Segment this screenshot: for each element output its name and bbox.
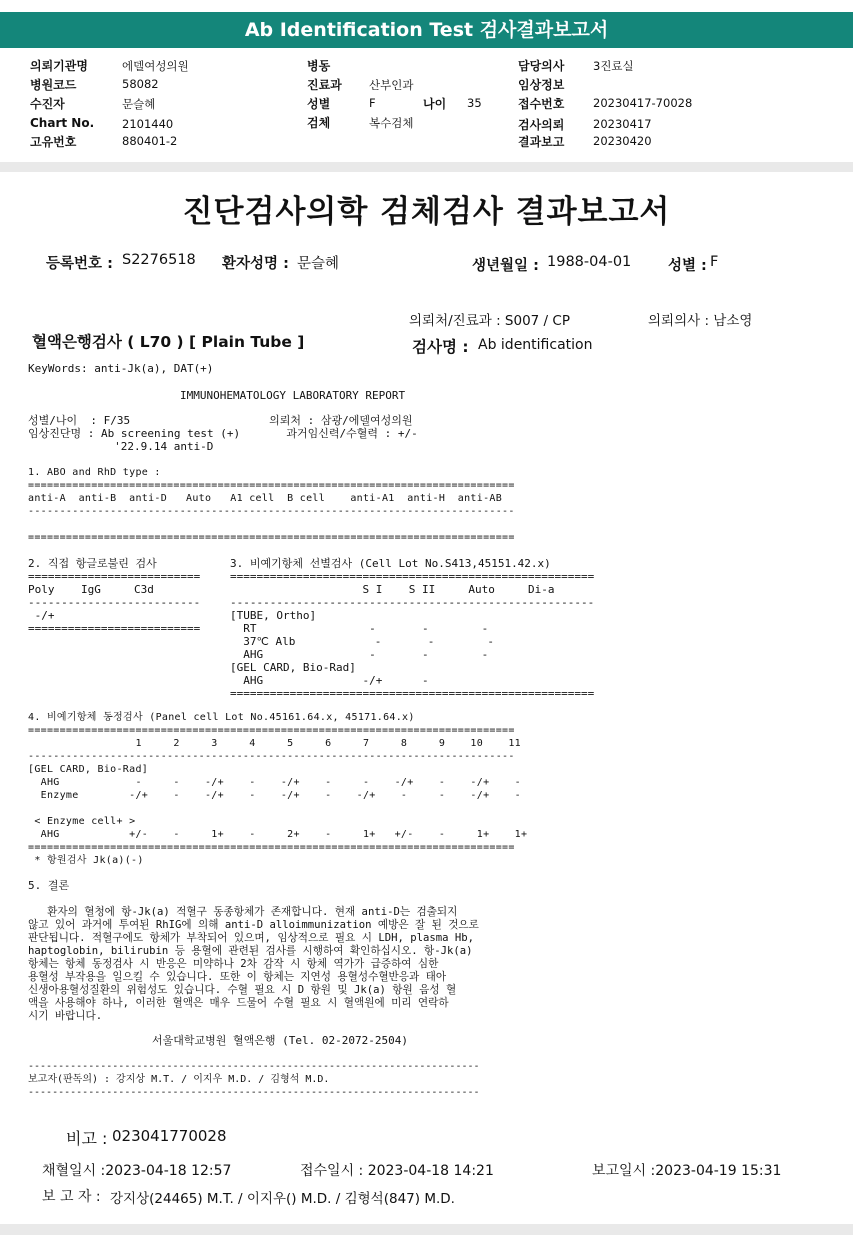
header-value: 2101440 (122, 117, 174, 131)
footer-reporter-value: 강지상(24465) M.T. / 이지우() M.D. / 김형석(847) M.D. (110, 1191, 455, 1207)
report-datetime: 보고일시 :2023-04-19 15:31 (592, 1163, 782, 1179)
antibody-screen-section: 3. 비예기항체 선별검사 (Cell Lot No.S413,45151.42.x) ======================================================= S I S II Auto Di-a ------------------------------------------------------- [TUBE, Ortho] RT - - - 37℃ Alb - - - AHG - - - [GEL CARD, Bio-Rad] AHG -/+ - ======================================================= (230, 557, 595, 700)
header-label: 수진자 (30, 97, 65, 111)
header-label: 성별 (307, 97, 331, 111)
footer-reporter-label: 보 고 자 : (42, 1189, 101, 1205)
note-label: 비고 : (66, 1129, 108, 1148)
header-value: 산부인과 (369, 78, 414, 92)
header-label: 접수번호 (518, 97, 565, 111)
name-label: 환자성명 : (222, 256, 289, 272)
header-value: 20230417 (593, 117, 652, 131)
report-title: 진단검사의학 검체검사 결과보고서 (182, 194, 671, 230)
test-name-label: 검사명 : (412, 338, 469, 356)
header-value: 20230420 (593, 134, 652, 148)
reg-value: S2276518 (122, 252, 196, 268)
sex-label: 성별 : (668, 258, 707, 274)
header-info (0, 48, 853, 162)
header-label: 진료과 (307, 78, 342, 92)
header-value: F (369, 96, 376, 110)
dob-label: 생년월일 : (472, 258, 539, 274)
abo-rhd-section: 1. ABO and RhD type : ============================================================================= anti-A anti-B anti-D Auto A1 cell B cell anti-A1 anti-H anti-AB ----------------------------------------------------------------------------- ============================================================================= (28, 467, 515, 543)
conclusion-text: 환자의 혈청에 항-Jk(a) 적혈구 동종항체가 존재합니다. 현재 anti-D는 검출되지 않고 있어 과거에 투여된 RhIG에 의해 anti-D alloimmunization 예방은 잘 된 것으로 판단됩니다. 적혈구에도 항체가 부착되어 있으며, 임상적으로 필요 시 LDH, plasma Hb, haptoglobin, bilirubin 등 용혈에 관련된 검사를 시행하여 확인하십시오. 항-Jk(a) 항체는 항체 동정검사 시 반응은 미약하나 2차 감작 시 항체 역가가 급증하여 심한 용혈성 부작용을 일으킬 수 있습니다. 또한 이 항체는 지연성 용혈성수혈반응과 태아 신생아용혈성질환의 위험성도 있습니다. 수혈 필요 시 D 항원 및 Jk(a) 항원 음성 혈 액을 사용해야 하나, 이러한 혈액은 매우 드물어 수혈 필요 시 혈액원에 미리 연락하 시기 바랍니다. (28, 906, 479, 1022)
receive-datetime: 접수일시 : 2023-04-18 14:21 (300, 1163, 494, 1179)
patient-info-block: 성별/나이 : F/35 의뢰처 : 삼광/에델여성의원 임상진단명 : Ab screening test (+) 과거임신력/수혈력 : +/- '22.9.14 anti-D (28, 414, 418, 453)
header-value: 3진료실 (593, 59, 634, 73)
header-label: 의뢰기관명 (30, 59, 88, 73)
test-section-title: 혈액은행검사 ( L70 ) [ Plain Tube ] (32, 333, 305, 351)
header-label: 담당의사 (518, 59, 565, 73)
header-value: 복수검체 (369, 116, 414, 130)
sex-value: F (710, 254, 719, 270)
header-label: 병동 (307, 59, 331, 73)
header-value: 문슬혜 (122, 97, 156, 111)
lab-report-title: IMMUNOHEMATOLOGY LABORATORY REPORT (180, 389, 406, 402)
header-value: 20230417-70028 (593, 96, 693, 110)
header-label: 고유번호 (30, 135, 77, 149)
header-label: Chart No. (30, 116, 95, 130)
note-value: 023041770028 (112, 1127, 227, 1145)
header-value: 58082 (122, 77, 159, 91)
header-label: 검사의뢰 (518, 118, 565, 132)
test-name-value: Ab identification (478, 337, 593, 353)
header-label: 결과보고 (518, 135, 565, 149)
doctor-info: 의뢰의사 : 남소영 (648, 313, 753, 329)
header-label: 병원코드 (30, 78, 77, 92)
banner (0, 0, 853, 48)
blood-bank-contact: 서울대학교병원 혈액은행 (Tel. 02-2072-2504) (152, 1034, 408, 1047)
name-value: 문슬혜 (297, 256, 340, 272)
reg-label: 등록번호 : (46, 256, 113, 272)
header-label: 임상정보 (518, 78, 565, 92)
header-label: 검체 (307, 116, 331, 130)
antibody-panel-section: 4. 비예기항체 동정검사 (Panel cell Lot No.45161.64.x, 45171.64.x) ============================================================================= 1 2 3 4 5 6 7 8 9 10 11 ----------------------------------------------------------------------------- [GEL CARD, Bio-Rad] AHG - - -/+ - -/+ - - -/+ - -/+ - Enzyme -/+ - -/+ - -/+ - -/+ - - -/+ - < Enzyme cell+ > AHG +/- - 1+ - 2+ - 1+ +/- - 1+ 1+ ============================================================================= * 항원검사 Jk(a)(-) (28, 712, 528, 866)
dept-info: 의뢰처/진료과 : S007 / CP (409, 313, 570, 329)
header-label: 나이 (423, 97, 447, 111)
conclusion-heading: 5. 결론 (28, 879, 70, 892)
header-value: 880401-2 (122, 134, 178, 148)
keywords: KeyWords: anti-Jk(a), DAT(+) (28, 362, 214, 375)
dob-value: 1988-04-01 (547, 254, 632, 270)
report-banner-title: Ab Identification Test 검사결과보고서 (0, 12, 853, 48)
header-value: 에델여성의원 (122, 59, 189, 73)
dat-section: 2. 직접 항글로불린 검사 ========================== Poly IgG C3d -------------------------- -/+ ========================== (28, 557, 201, 635)
header-value: 35 (467, 96, 482, 110)
lab-reporter: --------------------------------------------------------------------------- 보고자(판독의) : 강지상 M.T. / 이지우 M.D. / 김형석 M.D. --------------------------------------------------------------------------- (28, 1061, 480, 1098)
draw-datetime: 채혈일시 :2023-04-18 12:57 (42, 1163, 232, 1179)
